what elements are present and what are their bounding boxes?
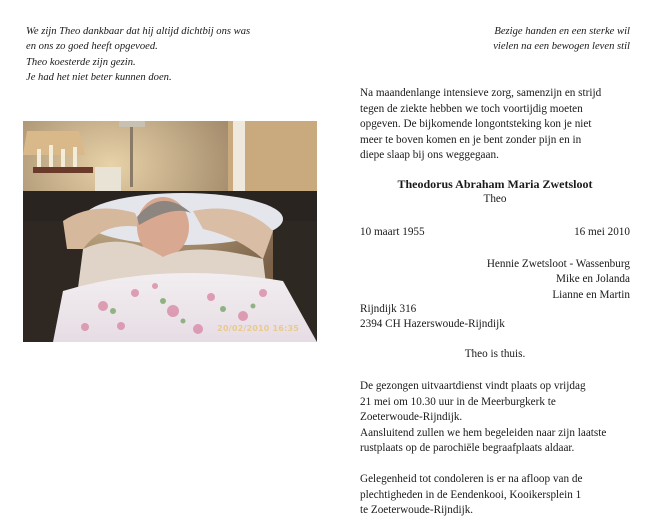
family-member: Hennie Zwetsloot - Wassenburg (486, 258, 630, 270)
right-quote-line: vielen na een bewogen leven stil (493, 41, 630, 53)
condolence-line: plechtigheden in de Eendenkooi, Kooikersplein 1 (360, 488, 582, 501)
address-street: Rijndijk 316 (360, 303, 417, 315)
right-quote-line: Bezige handen en een sterke wil (494, 26, 630, 37)
announcement-text (360, 86, 630, 164)
photo-date-stamp: 20/02/2010 16:35 (217, 324, 299, 333)
family-members (487, 257, 630, 303)
left-quote-line: Theo koesterde zijn gezin. (26, 56, 136, 68)
funeral-line: Zoeterwoude-Rijndijk. (360, 411, 463, 424)
left-quote (26, 24, 250, 86)
deceased-nickname: Theo (483, 193, 507, 205)
right-quote (493, 24, 630, 55)
family-member: Lianne en Martin (552, 288, 630, 301)
memorial-photo (23, 121, 317, 342)
announcement-line: diepe slaap bij ons weggegaan. (360, 149, 499, 162)
photo-scene (23, 121, 317, 342)
left-quote-line: Je had het niet beter kunnen doen. (26, 72, 172, 84)
funeral-line: 21 mei om 10.30 uur in de Meerburgkerk te (360, 395, 556, 408)
condolence-line: Gelegenheid tot condoleren is er na afloop van de (360, 473, 583, 485)
funeral-details (360, 379, 606, 457)
left-quote-line: en ons zo goed heeft opgevoed. (26, 41, 158, 53)
funeral-line: Aansluitend zullen we hem begeleiden naar zijn laatste (360, 426, 607, 439)
funeral-line: rustplaats op de parochiële begraafplaats aldaar. (360, 442, 575, 455)
announcement-line: Na maandenlange intensieve zorg, samenzijn en strijd (360, 87, 602, 99)
address-city: 2394 CH Hazerswoude-Rijndijk (360, 318, 505, 331)
address (360, 302, 505, 333)
birth-date: 10 maart 1955 (360, 226, 425, 238)
condolence-line: te Zoeterwoude-Rijndijk. (360, 504, 474, 517)
family-member: Mike en Jolanda (556, 273, 630, 286)
deceased-full-name: Theodorus Abraham Maria Zwetsloot (397, 177, 593, 191)
death-date: 16 mei 2010 (574, 226, 630, 238)
left-quote-line: We zijn Theo dankbaar dat hij altijd dichtbij ons was (26, 26, 251, 37)
announcement-line: opgeven. De bijkomende longontsteking kon je niet (360, 118, 592, 131)
theo-is-home: Theo is thuis. (464, 348, 526, 360)
announcement-line: meer te boven komen en je bent zonder pijn en in (360, 133, 582, 146)
announcement-line: tegen de ziekte hebben we toch voortijdig moeten (360, 102, 583, 115)
funeral-line: De gezongen uitvaartdienst vindt plaats op vrijdag (360, 380, 586, 392)
condolence-details (360, 472, 582, 519)
